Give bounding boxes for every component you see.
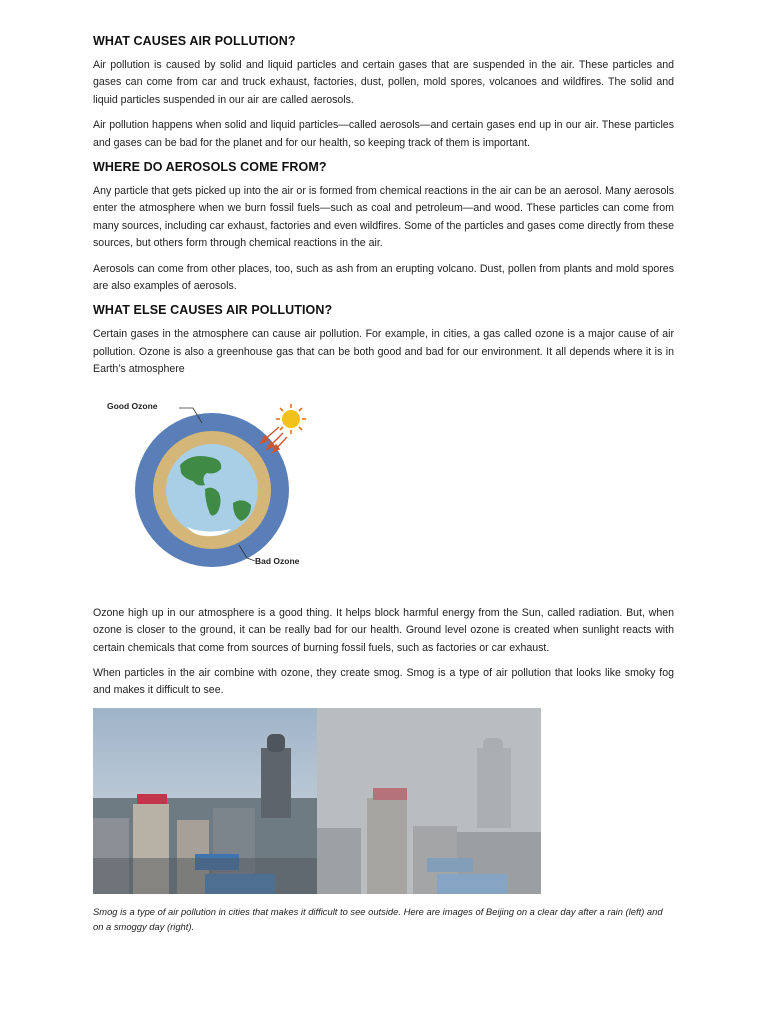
beijing-comparison-photos	[93, 708, 541, 894]
bad-ozone-label: Bad Ozone	[255, 555, 300, 566]
paragraph: Certain gases in the atmosphere can cause air pollution. For example, in cities, a gas called ozone is a major cause of air pollution. Ozone is also a greenhouse gas that can be both good and bad for our environment. It all depends where it is in Earth’s atmosphere	[93, 328, 674, 376]
sun-icon	[276, 404, 306, 434]
heading-what-else: WHAT ELSE CAUSES AIR POLLUTION?	[93, 303, 333, 318]
document-page	[93, 34, 674, 934]
smoggy-day-photo	[317, 708, 541, 894]
heading-aerosols: WHERE DO AEROSOLS COME FROM?	[93, 160, 327, 175]
paragraph: Aerosols can come from other places, too, such as ash from an erupting volcano. Dust, pollen from plants and mold spores are also examples of aerosols.	[93, 262, 674, 293]
ozone-earth-illustration	[105, 393, 345, 583]
paragraph: Air pollution happens when solid and liquid particles—called aerosols—and certain gases end up in our air. These particles and gases can be bad for the planet and for our health, so keeping track of them is important.	[93, 119, 674, 149]
paragraph: Any particle that gets picked up into the air or is formed from chemical reactions in the air can be an aerosol. Many aerosols enter the atmosphere when we burn fossil fuels—such as coal and petroleum—and wood. These particles can come from many sources, including car exhaust, factories and even wildfires. Some of the particles and gases come directly from these sources, but others form through chemical reactions in the air.	[93, 185, 674, 250]
heading-what-causes: WHAT CAUSES AIR POLLUTION?	[93, 34, 296, 48]
photo-caption: Smog is a type of air pollution in cities that makes it difficult to see outside. Here are images of Beijing on a clear day after a rain (left) and on a smoggy day (right).	[93, 905, 663, 932]
paragraph: When particles in the air combine with ozone, they create smog. Smog is a type of air pollution that looks like smoky fog and makes it difficult to see.	[93, 666, 674, 697]
good-ozone-label: Good Ozone	[107, 400, 158, 411]
ozone-diagram	[105, 393, 345, 583]
paragraph: Ozone high up in our atmosphere is a good thing. It helps block harmful energy from the Sun, called radiation. But, when ozone is closer to the ground, it can be really bad for our health. Ground level ozone is created when sunlight reacts with certain chemicals that come from sources of burning fossil fuels, such as factories or car exhaust.	[93, 606, 674, 654]
paragraph: Air pollution is caused by solid and liquid particles and certain gases that are suspended in the air. These particles and gases can come from car and truck exhaust, factories, dust, pollen, mold spores, volcanoes and wildfires. The solid and liquid particles suspended in our air are called aerosols.	[93, 59, 674, 106]
clear-day-photo	[93, 708, 317, 894]
